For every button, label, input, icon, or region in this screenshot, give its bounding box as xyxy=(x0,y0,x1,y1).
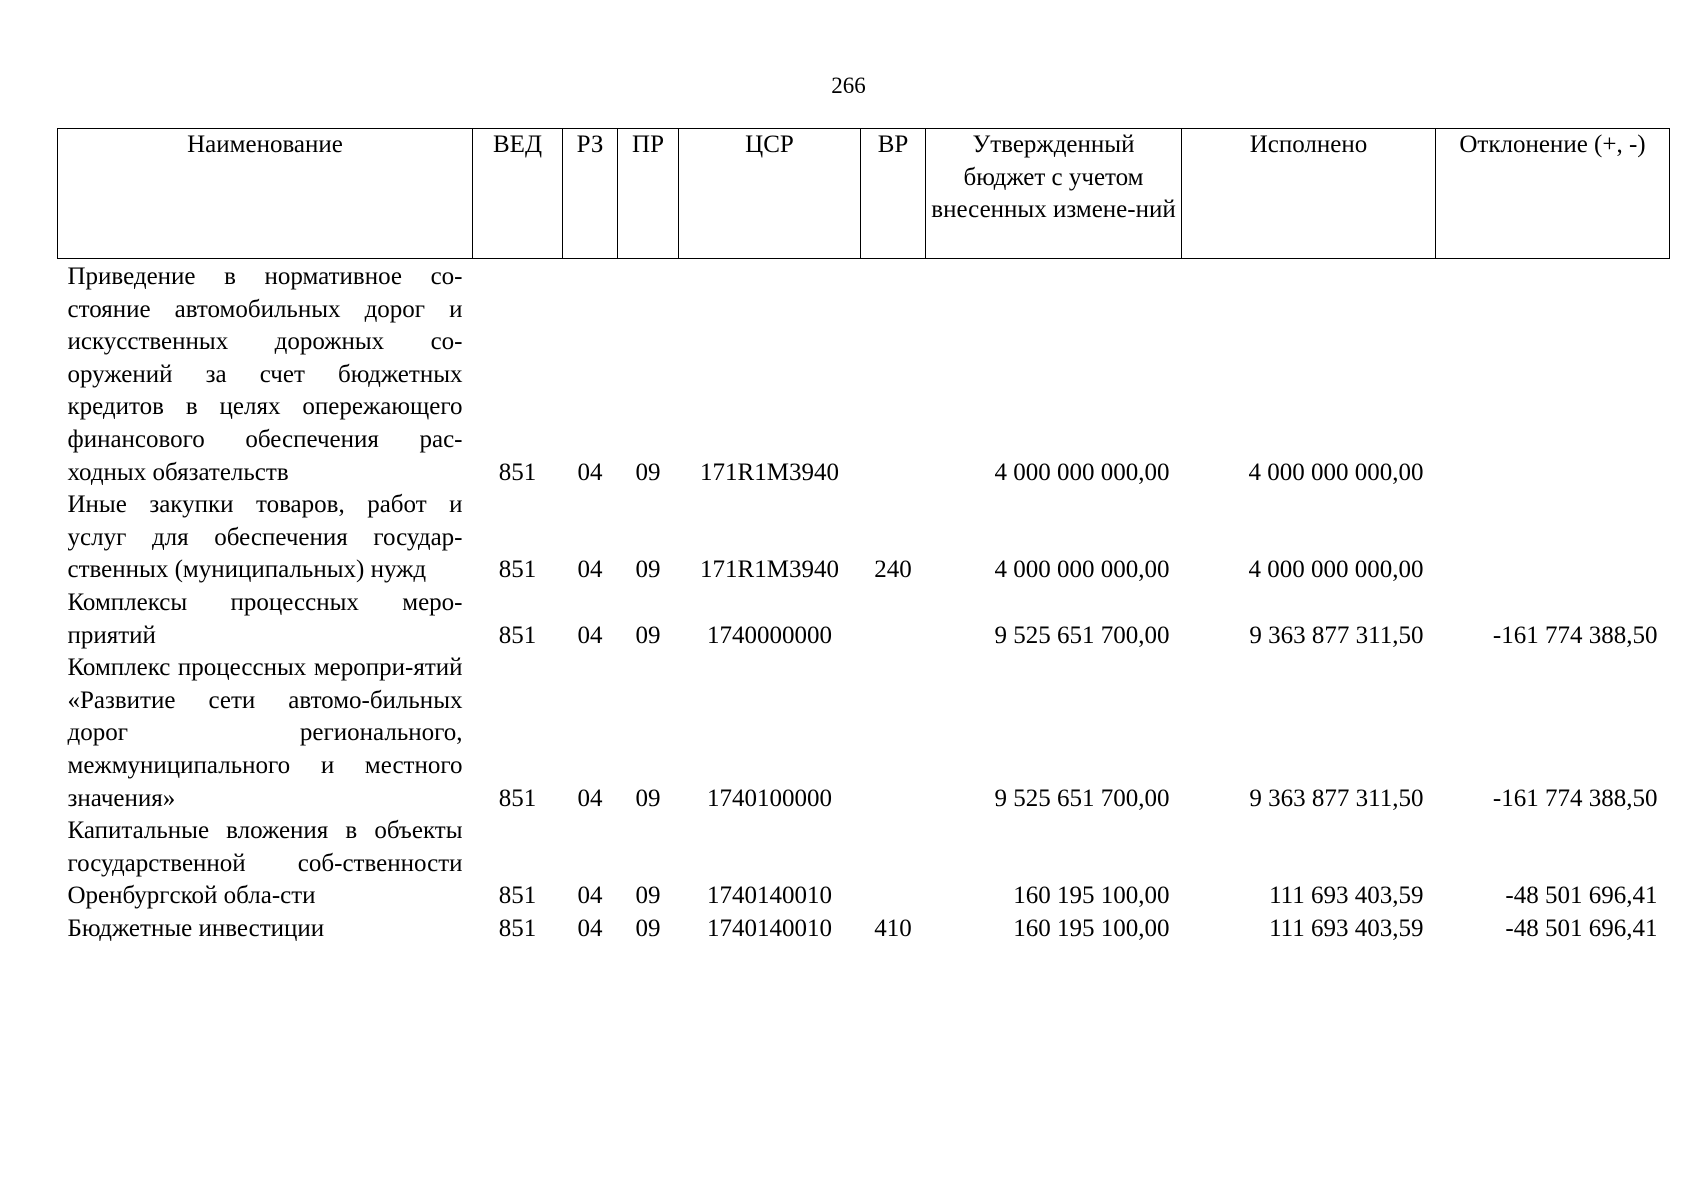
table-header xyxy=(58,129,1670,259)
row-pr: 09 xyxy=(635,556,661,584)
row-executed: 111 693 403,59 xyxy=(1269,914,1424,942)
row-name: Капитальные вложения в объекты государственной соб-ственности Оренбургской обла-сти xyxy=(67,817,463,910)
row-vr: 410 xyxy=(874,914,912,942)
row-name: Комплексы процессных меро-приятий xyxy=(67,588,463,649)
row-vr xyxy=(861,652,926,815)
row-rz: 04 xyxy=(577,621,603,649)
row-pr: 09 xyxy=(635,914,661,942)
row-ved: 851 xyxy=(498,556,537,584)
row-ved: 851 xyxy=(498,621,537,649)
header-csr: ЦСР xyxy=(679,129,861,259)
header-ved: ВЕД xyxy=(473,129,563,259)
row-pr: 09 xyxy=(635,784,661,812)
row-deviation: -48 501 696,41 xyxy=(1505,914,1658,942)
row-vr: 240 xyxy=(874,556,912,584)
row-rz: 04 xyxy=(577,556,603,584)
row-deviation xyxy=(1436,489,1670,587)
row-rz: 04 xyxy=(577,882,603,910)
row-approved: 9 525 651 700,00 xyxy=(994,621,1170,649)
row-rz: 04 xyxy=(577,458,603,486)
row-ved: 851 xyxy=(498,784,537,812)
row-vr xyxy=(861,815,926,913)
row-pr: 09 xyxy=(635,621,661,649)
header-pr: ПР xyxy=(618,129,679,259)
table-row xyxy=(58,815,1670,913)
row-approved: 4 000 000 000,00 xyxy=(994,556,1170,584)
row-ved: 851 xyxy=(498,914,537,942)
row-pr: 09 xyxy=(635,882,661,910)
row-approved: 4 000 000 000,00 xyxy=(994,458,1170,486)
header-row xyxy=(58,129,1670,259)
row-rz: 04 xyxy=(577,914,603,942)
budget-table xyxy=(57,128,1670,945)
row-name: Иные закупки товаров, работ и услуг для обеспечения государ-ственных (муниципальных) нужд xyxy=(67,491,463,584)
row-ved: 851 xyxy=(498,458,537,486)
header-vr: ВР xyxy=(861,129,926,259)
table-body xyxy=(58,259,1670,946)
row-approved: 160 195 100,00 xyxy=(1013,914,1170,942)
row-csr: 1740000000 xyxy=(707,621,832,649)
row-name: Приведение в нормативное со-стояние автомобильных дорог и искусственных дорожных со-оружений за счет бюджетных кредитов в целях опережающего финансового обеспечения рас-ходных обязательств xyxy=(67,263,463,486)
row-csr: 1740100000 xyxy=(707,784,832,812)
row-deviation: -161 774 388,50 xyxy=(1492,784,1658,812)
row-executed: 9 363 877 311,50 xyxy=(1249,784,1424,812)
table-row xyxy=(58,652,1670,815)
table-row xyxy=(58,913,1670,946)
row-ved: 851 xyxy=(498,882,537,910)
row-executed: 111 693 403,59 xyxy=(1269,882,1424,910)
table-row xyxy=(58,259,1670,490)
row-approved: 9 525 651 700,00 xyxy=(994,784,1170,812)
page-number: 266 xyxy=(831,73,866,98)
row-executed: 9 363 877 311,50 xyxy=(1249,621,1424,649)
table-row xyxy=(58,489,1670,587)
row-executed: 4 000 000 000,00 xyxy=(1248,458,1424,486)
row-vr xyxy=(861,259,926,490)
row-approved: 160 195 100,00 xyxy=(1013,882,1170,910)
row-executed: 4 000 000 000,00 xyxy=(1248,556,1424,584)
row-vr xyxy=(861,587,926,652)
row-deviation: -48 501 696,41 xyxy=(1505,882,1658,910)
row-csr: 1740140010 xyxy=(707,882,832,910)
table-row xyxy=(58,587,1670,652)
row-rz: 04 xyxy=(577,784,603,812)
header-name: Наименование xyxy=(58,129,473,259)
row-name: Комплекс процессных меропри-ятий «Развитие сети автомо-бильных дорог регионального, межмуниципального и местного значения» xyxy=(67,654,463,812)
header-executed: Исполнено xyxy=(1182,129,1436,259)
row-name: Бюджетные инвестиции xyxy=(67,914,325,942)
row-pr: 09 xyxy=(635,458,661,486)
row-csr: 171R1M3940 xyxy=(700,458,839,486)
row-deviation: -161 774 388,50 xyxy=(1492,621,1658,649)
row-csr: 171R1M3940 xyxy=(700,556,839,584)
header-approved: Утвержденный бюджет с учетом внесенных измене-ний xyxy=(926,129,1182,259)
row-deviation xyxy=(1436,259,1670,490)
row-csr: 1740140010 xyxy=(707,914,832,942)
header-rz: РЗ xyxy=(563,129,618,259)
header-deviation: Отклонение (+, -) xyxy=(1436,129,1670,259)
